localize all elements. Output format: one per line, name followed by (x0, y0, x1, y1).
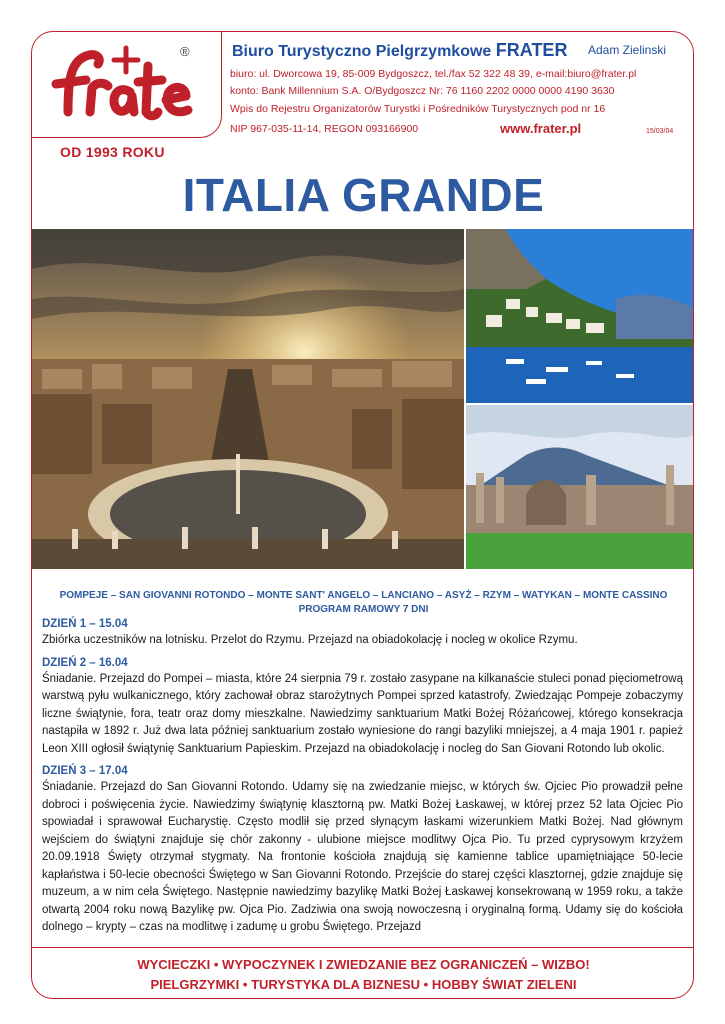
founded-label: OD 1993 ROKU (60, 144, 165, 160)
footer-slogan-1: WYCIECZKI • WYPOCZYNEK I ZWIEDZANIE BEZ OGRANICZEŃ – WIZBO! (137, 957, 590, 972)
day-3-heading: DZIEŃ 3 – 17.04 (42, 765, 128, 777)
register-line: Wpis do Rejestru Organizatorów Turystki i Pośredników Turystycznych pod nr 16 (230, 103, 606, 115)
day-2-text: Śniadanie. Przejazd do Pompei – miasta, które 24 sierpnia 79 r. zostało zasypane na kilkanaście stuleci ponad pięciometrową warstwą pyłu wulkanicznego, który zachował obraz starożytnych Pompei sprzed katastrofy. Zwiedzając Pompeje zobaczymy liczne świątynie, fora, teatr oraz domy mieszkalne. Nawiedzimy sanktuarium Matki Bożej Różańcowej, którego konsekracja nastąpiła w 1892 r. Już dwa lata później sanktuarium zostało wyniesione do rangi bazyliki mniejszej, a 4 maja 1901 r. papież Leon XIII ogłosił świątynię Sanktuarium Papieskim. Przejazd na obiadokolację i nocleg do San Giovani Rotondo lub okolic. (42, 672, 683, 755)
nip-line: NIP 967-035-11-14, REGON 093166900 (230, 123, 419, 135)
footer-slogan-2: PIELGRZYMKI • TURYSTYKA DLA BIZNESU • HOBBY ŚWIAT ZIELENI (150, 977, 577, 992)
website-link[interactable]: www.frater.pl (500, 121, 582, 136)
day-1-heading: DZIEŃ 1 – 15.04 (42, 618, 128, 630)
company-label: Biuro Turystyczno Pielgrzymkowe (232, 43, 492, 60)
bank-line: konto: Bank Millennium S.A. O/Bydgoszcz Nr: 76 1160 2202 0000 0000 4190 3630 (230, 85, 615, 97)
route-text: POMPEJE – SAN GIOVANNI ROTONDO – MONTE SANT' ANGELO – LANCIANO – ASYŻ – RZYM – WATYKAN – MONTE CASSINO (59, 590, 668, 601)
registered-mark: ® (180, 44, 190, 59)
day-1-text: Zbiórka uczestników na lotnisku. Przelot do Rzymu. Przejazd na obiadokolację i nocleg w okolice Rzymu. (42, 634, 578, 646)
itinerary (42, 616, 683, 942)
pompeii-vesuvius-photo (466, 405, 694, 569)
frater-logo (46, 42, 196, 128)
page-frame (31, 31, 694, 999)
owner-name: Adam Zielinski (588, 43, 667, 57)
rome-vatican-photo (32, 229, 464, 569)
program-label: PROGRAM RAMOWY 7 DNI (298, 604, 429, 615)
company-brand: FRATER (495, 40, 568, 60)
amalfi-coast-photo (466, 229, 694, 403)
footer-divider (32, 947, 694, 948)
route-line (32, 589, 694, 617)
logo-box (32, 32, 222, 138)
company-name (232, 40, 567, 61)
address-line: biuro: ul. Dworcowa 19, 85-009 Bydgoszcz, tel./fax 52 322 48 39, e-mail:biuro@frater.pl (230, 68, 637, 80)
page-title: ITALIA GRANDE (182, 169, 545, 221)
document-date: 15/03/04 (646, 128, 674, 135)
day-3-text: Śniadanie. Przejazd do San Giovanni Rotondo. Udamy się na zwiedzanie miejsc, w których św. Ojciec Pio prowadził pełne dobroci i poświęcenia życie. Nawiedzimy świątynię klasztorną pw. Matki Bożej Łaskawej, w której przez 52 lata Ojciec Pio spowiadał i sprawował Eucharystię. Często modlił się przed słynącym łaskami wizerunkiem Matki Bożej. Nad głównym wejściem do świątyni znajduje się chór zakonny - ulubione miejsce modlitwy Ojca Pio. Tu przed cyprysowym krzyżem 20.09.1918 Święty otrzymał stygmaty. Na frontonie kościoła znajdują się kamienne tablice upamiętniające 50-lecie kapłaństwa i 50-lecie obecności Świętego w San Giovanni Rotondo. Przejście do starej części klasztornej, gdzie znajduje się muzeum, a w nim cela Świętego. Następnie nawiedzimy bazylikę Matki Bożej Łaskawej konsekrowaną w 1959 roku, a także otwartą 2004 roku nową Bazylikę pw. Ojca Pio. Zadziwia ona swoją nowoczesną i oryginalną formą. Udamy się do kościoła dolnego – krypty – czas na modlitwę i zadumę u grobu Świętego. Przejazd (42, 781, 683, 933)
day-2-heading: DZIEŃ 2 – 16.04 (42, 656, 128, 669)
